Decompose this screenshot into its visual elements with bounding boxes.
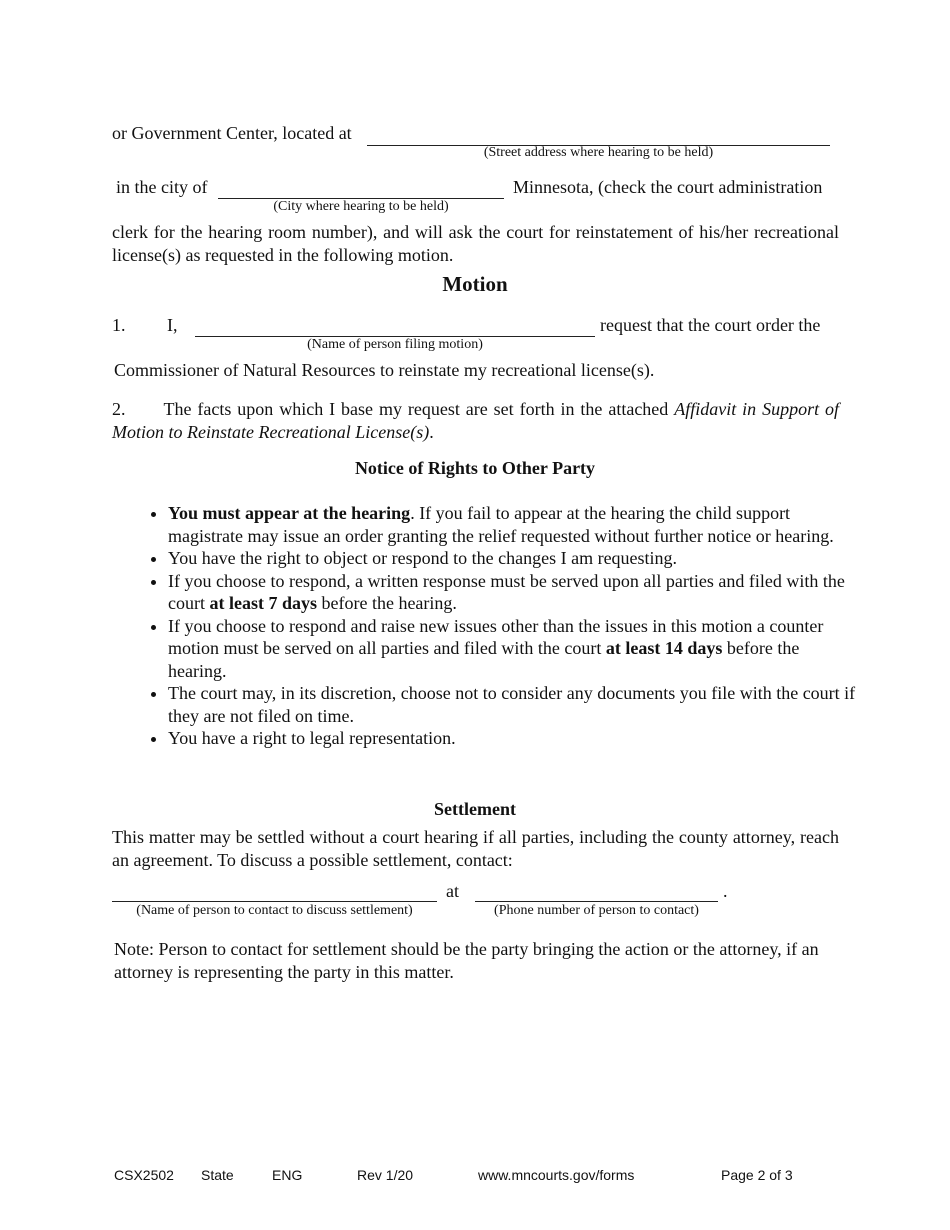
settlement-body: This matter may be settled without a court hearing if all parties, including the county attorney, reach an agreement. To discuss a possible settlement, contact: (112, 827, 839, 870)
motion-item1-suffix: request that the court order the (600, 315, 821, 335)
notice-item (168, 570, 858, 615)
settlement-contact-name-field[interactable] (112, 901, 437, 902)
motion-heading: Motion (442, 272, 508, 296)
footer-form-id: CSX2502 (114, 1167, 174, 1183)
notice-item (168, 727, 858, 750)
motion-item1-number: 1. (112, 315, 126, 335)
street-address-caption: (Street address where hearing to be held) (483, 145, 714, 160)
settlement-name-caption: (Name of person to contact to discuss settlement) (136, 903, 413, 918)
settlement-note: Note: Person to contact for settlement should be the party bringing the action or the attorney, if an attorney is representing the party in this matter. (114, 939, 819, 982)
footer-website[interactable]: www.mncourts.gov/forms (478, 1167, 635, 1183)
notice-item-text: The court may, in its discretion, choose not to consider any documents you file with the court if they are not filed on time. (168, 683, 856, 726)
footer-language: ENG (272, 1167, 303, 1183)
footer-jurisdiction: State (201, 1167, 234, 1183)
notice-item-text: You have the right to object or respond to the changes I am requesting. (168, 548, 678, 568)
settlement-phone-caption: (Phone number of person to contact) (494, 903, 699, 918)
affidavit-title: Affidavit in Support of Motion to Reinstate Recreational License(s) (112, 399, 839, 442)
settlement-phone-field[interactable] (475, 901, 718, 902)
footer-revision: Rev 1/20 (357, 1167, 414, 1183)
motion-item2 (112, 398, 839, 443)
settlement-heading: Settlement (434, 799, 516, 819)
motion-item1-prefix: I, (167, 315, 178, 335)
settlement-at: at (446, 881, 459, 901)
notice-heading: Notice of Rights to Other Party (354, 458, 596, 478)
notice-item-text-end: before the hearing. (168, 638, 800, 681)
city-suffix: Minnesota, (check the court administration (513, 177, 823, 197)
notice-item-bold: You must appear at the hearing (168, 503, 411, 523)
motion-item2-number: 2. (112, 399, 126, 419)
notice-item-bold: at least 14 days (605, 638, 723, 658)
notice-item-text: If you choose to respond, a written response must be served upon all parties and filed with the court (168, 570, 845, 613)
settlement-period: . (723, 881, 728, 901)
motion-item2-text: The facts upon which I base my request are set forth in the attached (163, 399, 669, 419)
footer-page-number: Page 2 of 3 (721, 1167, 793, 1183)
notice-item-bold: at least 7 days (209, 593, 317, 613)
intro-continuation: clerk for the hearing room number), and will ask the court for reinstatement of his/her recreational license(s) as requested in the following motion. (112, 222, 839, 265)
city-caption: (City where hearing to be held) (273, 199, 449, 214)
govt-center-text: or Government Center, located at (112, 123, 352, 143)
notice-item (168, 547, 858, 570)
notice-rights-list (130, 502, 858, 750)
motion-item1-continuation: Commissioner of Natural Resources to reinstate my recreational license(s). (114, 360, 655, 380)
filer-name-caption: (Name of person filing motion) (307, 337, 483, 352)
notice-item-text-end: before the hearing. (316, 593, 457, 613)
motion-item2-end: . (429, 421, 434, 442)
notice-item (168, 682, 858, 727)
notice-item (168, 615, 858, 683)
city-prefix: in the city of (116, 177, 208, 197)
notice-item-text: . If you fail to appear at the hearing the child support magistrate may issue an order granting the relief requested without further notice or hearing. (168, 503, 834, 546)
notice-item-text: If you choose to respond and raise new issues other than the issues in this motion a counter motion must be served on all parties and filed with the court (168, 615, 824, 658)
notice-item (168, 502, 858, 547)
notice-item-text: You have a right to legal representation. (168, 728, 456, 748)
